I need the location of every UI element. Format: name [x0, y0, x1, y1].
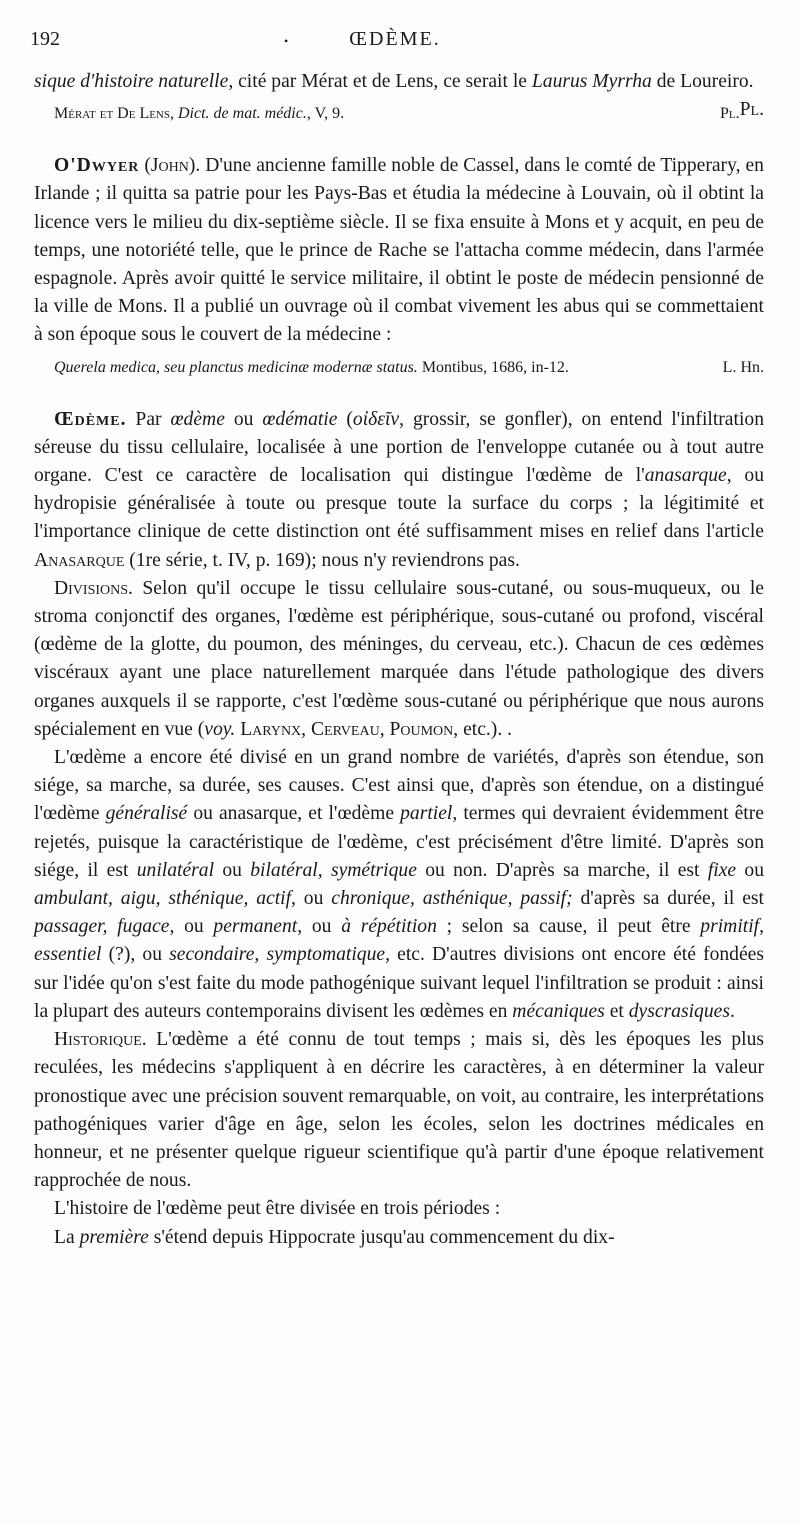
entry-heading: Œdème. [54, 408, 127, 430]
author-signature: Pl. [720, 105, 740, 123]
text: ( [337, 408, 353, 430]
cross-reference: Anasarque [34, 549, 125, 571]
text: , grossir, se gonfler), on entend l'infiltration séreuse du tissu cellulaire, localisée à une portion de l'enveloppe cutanée ou à tout autre organe. C'est ce caractère de localisation qui distingue l'œdème de l' [34, 408, 764, 487]
ref-authors: Mérat et De Lens, [54, 105, 174, 123]
italic-text: unilatéral [136, 859, 215, 881]
paragraph-divisions [34, 575, 764, 744]
text: , cité par Mérat et de Lens, ce serait le [228, 71, 532, 92]
italic-text: sique d'histoire naturelle [34, 71, 229, 92]
reference-querela [34, 356, 764, 380]
italic-text: bilatéral, symétrique [250, 859, 417, 881]
text: ou [214, 859, 251, 881]
italic-text: dyscrasiques [628, 1000, 730, 1022]
italic-text: partiel [400, 803, 453, 825]
ref-detail: , V, 9. [306, 105, 345, 123]
text: , ou hydropisie généralisée à toute ou presque toute la surface du corps ; la légitimité et l'importance clinique de cette distinction ont été suffisamment mises en relief dans l'article [34, 465, 764, 543]
text: ou anasarque, et l'œdème [187, 803, 401, 825]
text: Par [126, 408, 171, 430]
text: etc. D'autres divisions ont encore été fondées sur l'idée qu'on s'est faite du mode pathogénique suivant lequel l'infiltration se produit : ainsi la plupart des auteurs contemporains divisent les œdèmes en [34, 944, 764, 1022]
italic-text: permanent, [213, 916, 303, 938]
text: ou [302, 916, 342, 938]
ref-work: Dict. de mat. médic. [174, 105, 307, 123]
entry-oedeme [34, 406, 764, 575]
cross-reference: Larynx, Cerveau, Poumon, [235, 718, 459, 740]
italic-text: Laurus Myrrha [531, 71, 652, 92]
text: ou [295, 888, 332, 910]
text: et [604, 1000, 629, 1022]
italic-text: première [79, 1226, 149, 1248]
page-title: ŒDÈME. [349, 28, 441, 50]
paragraph-varietes [34, 744, 764, 1026]
text: de Loureiro. [651, 71, 754, 92]
text: ou [224, 408, 263, 430]
text: . [729, 1000, 735, 1022]
section-label: Divisions. [54, 577, 133, 599]
italic-text: primitif, essentiel [34, 916, 764, 966]
reference-merat [34, 102, 764, 126]
text: d'après sa durée, il est [572, 888, 764, 910]
page-number: 192 [30, 28, 60, 50]
text: ou [174, 916, 214, 938]
text-body [34, 68, 764, 1252]
entry-odwyer [34, 152, 764, 349]
text: L'œdème a encore été divisé en un grand nombre de variétés, d'après son étendue, son siége, sa marche, sa durée, ses causes. C'est ainsi que, d'après son étendue, on a distingué l'œdème [34, 747, 764, 825]
entry-heading: O'Dwyer [54, 155, 140, 177]
text: s'étend depuis Hippocrate jusqu'au commencement du dix- [148, 1226, 615, 1248]
paragraph-premiere [34, 1224, 764, 1252]
text: La [54, 1226, 80, 1248]
text: ou non. D'après sa marche, il est [416, 859, 708, 881]
print-mark: • [284, 34, 289, 48]
section-label: Historique. [54, 1029, 147, 1051]
text: ; selon sa cause, il peut être [436, 916, 701, 938]
entry-firstname: (John). [144, 155, 201, 177]
italic-text: anasarque [644, 465, 727, 487]
italic-text: mécaniques [512, 1000, 605, 1022]
ref-detail: Montibus, 1686, in-12. [417, 358, 569, 376]
italic-text: ambulant, aigu, sthénique, actif, [34, 888, 296, 910]
text: L'œdème a été connu de tout temps ; mais si, dès les époques les plus reculées, les médecins s'appliquent à en décrire les caractères, à en déterminer la valeur pronostique avec une précision souvent remarquable, on voit, au contraire, les interprétations pathogéniques varier d'âge en âge, selon les écoles, selon les doctrines médicales en honneur, et ne présenter quelque rigueur scientifique qu'à partir d'une époque relativement rapprochée de nous. [34, 1029, 764, 1192]
italic-text: fixe [707, 859, 737, 881]
author-signature: L. Hn. [722, 358, 764, 376]
entry-text: D'une ancienne famille noble de Cassel, dans le comté de Tipperary, en Irlande ; il quitta sa patrie pour les Pays-Bas et étudia la médecine à Louvain, où il obtint la licence vers le milieu du dix-septième siècle. Il se fixa ensuite à Mons et y acquit, en peu de temps, une notoriété telle, que le prince de Rache se l'attacha comme médecin, dans l'armée espagnole. Après avoir quitté le service militaire, il obtint le poste de médecin pensionné de la ville de Mons. Il a publié un ouvrage où il combat vivement les abus qui se commettaient à son époque sous le couvert de la médecine : [34, 155, 764, 346]
ref-title: Querela medica, seu planctus medicinæ modernæ status. [54, 358, 418, 376]
italic-text: secondaire, symptomatique, [169, 944, 390, 966]
paragraph-periodes: L'histoire de l'œdème peut être divisée en trois périodes : [54, 1198, 501, 1220]
text: (?), ou [101, 944, 170, 966]
author-signature: Pl. [739, 99, 764, 121]
text: ou [736, 859, 764, 881]
running-header [30, 28, 760, 58]
italic-text: chronique, asthénique, passif; [331, 888, 573, 910]
italic-text: voy. [204, 718, 236, 740]
greek-word: οἰδεῖν [352, 408, 400, 430]
text: etc.). . [458, 718, 513, 740]
italic-text: à répétition [341, 916, 437, 938]
text: (1re série, t. IV, p. 169); nous n'y reviendrons pas. [124, 549, 520, 571]
text: , termes qui devraient évidemment être rejetés, puisque la caractéristique de l'œdème, c'est précisément d'être limité. D'après son siége, il est [34, 803, 764, 881]
italic-text: généralisé [105, 803, 188, 825]
text: Selon qu'il occupe le tissu cellulaire sous-cutané, ou sous-muqueux, ou le stroma conjonctif des organes, l'œdème est périphérique, sous-cutané ou profond, viscéral (œdème de la glotte, du poumon, des méninges, du cerveau, etc.). Chacun de ces œdèmes viscéraux ayant une place naturellement marquée dans l'étude pathologique des divers organes auxquels il se rapporte, c'est l'œdème sous-cutané ou périphérique que nous aurons spécialement en vue ( [34, 577, 764, 740]
italic-text: œdématie [262, 408, 338, 430]
paragraph-historique [34, 1026, 764, 1195]
italic-text: passager, fugace, [34, 916, 175, 938]
italic-text: œdème [170, 408, 225, 430]
